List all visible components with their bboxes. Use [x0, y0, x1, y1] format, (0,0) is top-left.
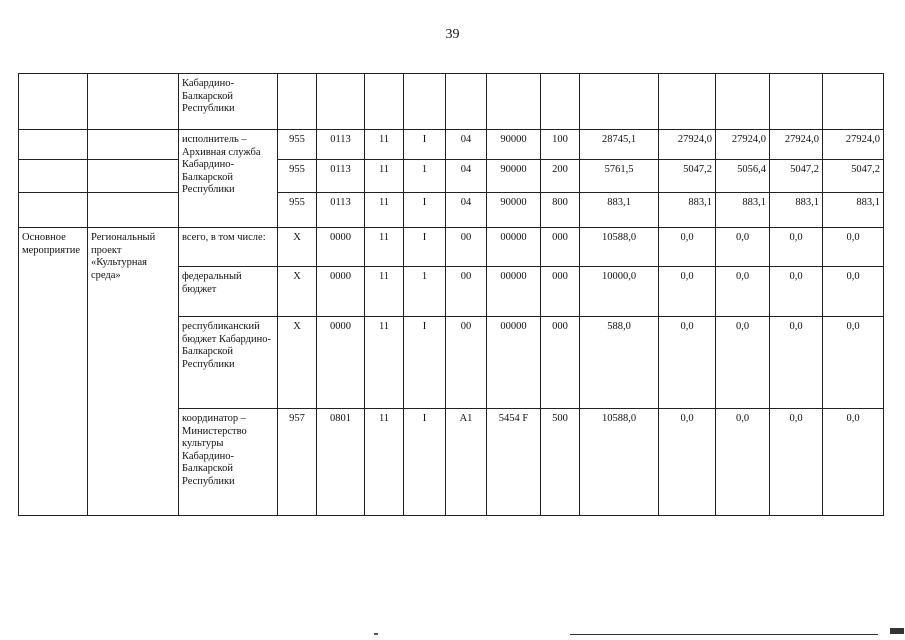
om-cell: 00: [446, 317, 487, 409]
cs-cell: 00000: [487, 228, 541, 267]
year5-cell: 5047,2: [823, 160, 884, 193]
page-number: 39: [445, 27, 460, 42]
source-cell: координатор – Министерство культуры Кабардино-Балкарской Республики: [179, 409, 278, 516]
cs-cell: 90000: [487, 130, 541, 160]
year4-cell: 0,0: [770, 267, 823, 317]
om-cell: 04: [446, 193, 487, 228]
year1-cell: 28745,1: [580, 130, 659, 160]
year4-cell: 27924,0: [770, 130, 823, 160]
vr-cell: 100: [541, 130, 580, 160]
year3-cell: 883,1: [716, 193, 770, 228]
vr-cell: [541, 74, 580, 130]
cs-cell: 00000: [487, 317, 541, 409]
year1-cell: 883,1: [580, 193, 659, 228]
status-cell: [19, 130, 88, 160]
year5-cell: 0,0: [823, 409, 884, 516]
cs-cell: 00000: [487, 267, 541, 317]
rzpr-cell: 0801: [317, 409, 365, 516]
gp-cell: 11: [365, 130, 404, 160]
vr-cell: 800: [541, 193, 580, 228]
cs-cell: 90000: [487, 193, 541, 228]
vr-cell: 000: [541, 267, 580, 317]
year3-cell: 27924,0: [716, 130, 770, 160]
source-cell: Кабардино-Балкарской Республики: [179, 74, 278, 130]
year2-cell: 883,1: [659, 193, 716, 228]
year4-cell: 5047,2: [770, 160, 823, 193]
pp-cell: I: [404, 317, 446, 409]
grbs-cell: 955: [278, 193, 317, 228]
budget-table: [18, 73, 884, 516]
year3-cell: 0,0: [716, 267, 770, 317]
year1-cell: 5761,5: [580, 160, 659, 193]
year2-cell: [659, 74, 716, 130]
gp-cell: 11: [365, 409, 404, 516]
year5-cell: 0,0: [823, 317, 884, 409]
table-row: [19, 193, 884, 228]
grbs-cell: 955: [278, 160, 317, 193]
om-cell: [446, 74, 487, 130]
year3-cell: 0,0: [716, 228, 770, 267]
source-cell: всего, в том числе:: [179, 228, 278, 267]
grbs-cell: X: [278, 267, 317, 317]
year3-cell: 0,0: [716, 409, 770, 516]
year3-cell: [716, 74, 770, 130]
rzpr-cell: 0113: [317, 160, 365, 193]
year5-cell: 0,0: [823, 228, 884, 267]
year2-cell: 0,0: [659, 317, 716, 409]
table-row: [19, 74, 884, 130]
status-cell: [19, 74, 88, 130]
grbs-cell: X: [278, 228, 317, 267]
vr-cell: 000: [541, 228, 580, 267]
year4-cell: 883,1: [770, 193, 823, 228]
rzpr-cell: 0000: [317, 228, 365, 267]
project-cell: [88, 193, 179, 228]
year5-cell: 0,0: [823, 267, 884, 317]
year1-cell: 588,0: [580, 317, 659, 409]
pp-cell: I: [404, 228, 446, 267]
year2-cell: 27924,0: [659, 130, 716, 160]
om-cell: 00: [446, 267, 487, 317]
table-row: [19, 160, 884, 193]
table-row: [19, 130, 884, 160]
vr-cell: 500: [541, 409, 580, 516]
vr-cell: 000: [541, 317, 580, 409]
rzpr-cell: 0000: [317, 317, 365, 409]
status-cell: Основное мероприятие: [19, 228, 88, 516]
source-cell: федеральный бюджет: [179, 267, 278, 317]
grbs-cell: [278, 74, 317, 130]
grbs-cell: 957: [278, 409, 317, 516]
year5-cell: 27924,0: [823, 130, 884, 160]
cs-cell: [487, 74, 541, 130]
year4-cell: 0,0: [770, 228, 823, 267]
year4-cell: [770, 74, 823, 130]
year5-cell: [823, 74, 884, 130]
gp-cell: 11: [365, 317, 404, 409]
om-cell: 04: [446, 160, 487, 193]
scan-mark: [374, 633, 378, 635]
rzpr-cell: 0000: [317, 267, 365, 317]
pp-cell: I: [404, 130, 446, 160]
signature-line: [570, 634, 878, 635]
year5-cell: 883,1: [823, 193, 884, 228]
pp-cell: 1: [404, 267, 446, 317]
year4-cell: 0,0: [770, 317, 823, 409]
rzpr-cell: 0113: [317, 193, 365, 228]
year1-cell: [580, 74, 659, 130]
gp-cell: 11: [365, 228, 404, 267]
cs-cell: 5454 F: [487, 409, 541, 516]
pp-cell: [404, 74, 446, 130]
gp-cell: 11: [365, 267, 404, 317]
pp-cell: I: [404, 193, 446, 228]
pp-cell: 1: [404, 160, 446, 193]
gp-cell: 11: [365, 193, 404, 228]
source-cell: исполнитель – Архивная служба Кабардино-Балкарской Республики: [179, 130, 278, 228]
year2-cell: 5047,2: [659, 160, 716, 193]
year2-cell: 0,0: [659, 228, 716, 267]
scan-mark: [890, 628, 904, 634]
om-cell: A1: [446, 409, 487, 516]
year3-cell: 5056,4: [716, 160, 770, 193]
rzpr-cell: [317, 74, 365, 130]
project-cell: [88, 160, 179, 193]
project-cell: [88, 130, 179, 160]
status-cell: [19, 193, 88, 228]
year2-cell: 0,0: [659, 409, 716, 516]
cs-cell: 90000: [487, 160, 541, 193]
om-cell: 00: [446, 228, 487, 267]
pp-cell: I: [404, 409, 446, 516]
rzpr-cell: 0113: [317, 130, 365, 160]
source-cell: республиканский бюджет Кабардино-Балкарской Республики: [179, 317, 278, 409]
year2-cell: 0,0: [659, 267, 716, 317]
year3-cell: 0,0: [716, 317, 770, 409]
vr-cell: 200: [541, 160, 580, 193]
status-cell: [19, 160, 88, 193]
year1-cell: 10588,0: [580, 228, 659, 267]
table-row: [19, 228, 884, 267]
project-cell: [88, 74, 179, 130]
year1-cell: 10000,0: [580, 267, 659, 317]
gp-cell: [365, 74, 404, 130]
gp-cell: 11: [365, 160, 404, 193]
om-cell: 04: [446, 130, 487, 160]
grbs-cell: 955: [278, 130, 317, 160]
grbs-cell: X: [278, 317, 317, 409]
project-cell: Региональный проект «Культурная среда»: [88, 228, 179, 516]
year4-cell: 0,0: [770, 409, 823, 516]
year1-cell: 10588,0: [580, 409, 659, 516]
